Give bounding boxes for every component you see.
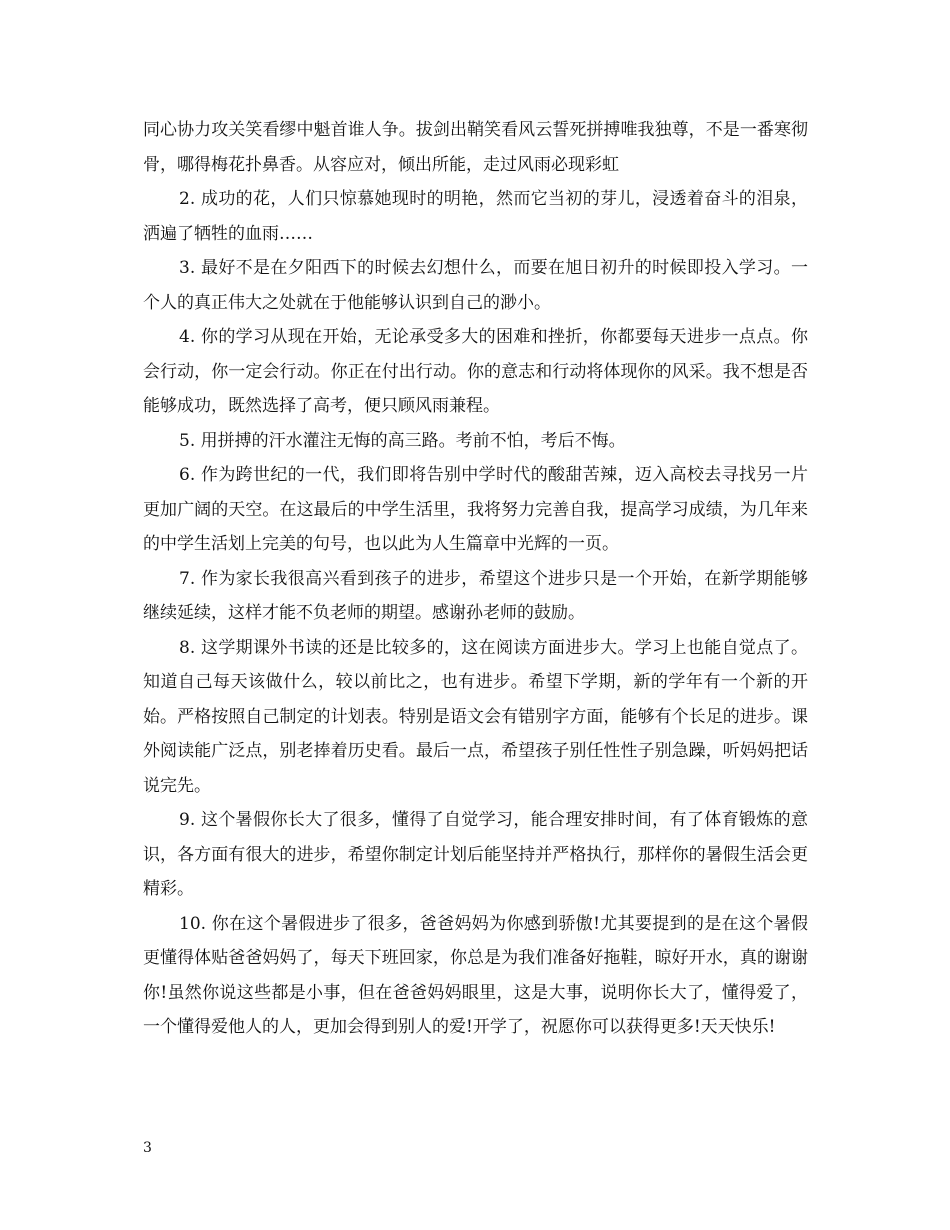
document-body bbox=[143, 113, 808, 1045]
paragraph-item-3: 3. 最好不是在夕阳西下的时候去幻想什么，而要在旭日初升的时候即投入学习。一个人的真正伟大之处就在于他能够认识到自己的渺小。 bbox=[143, 258, 808, 313]
paragraph-item-7: 7. 作为家长我很高兴看到孩子的进步，希望这个进步只是一个开始，在新学期能够继续延续，这样才能不负老师的期望。感谢孙老师的鼓励。 bbox=[143, 568, 808, 623]
paragraph-item-10: 10. 你在这个暑假进步了很多，爸爸妈妈为你感到骄傲!尤其要提到的是在这个暑假更懂得体贴爸爸妈妈了，每天下班回家，你总是为我们准备好拖鞋，晾好开水，真的谢谢你!虽然你说这些都是小事，但在爸爸妈妈眼里，这是大事，说明你长大了，懂得爱了，一个懂得爱他人的人，更加会得到别人的爱!开学了，祝愿你可以获得更多!天天快乐! bbox=[143, 913, 808, 1037]
page-number: 3 bbox=[143, 1140, 152, 1156]
paragraph-item-9: 9. 这个暑假你长大了很多，懂得了自觉学习，能合理安排时间，有了体育锻炼的意识，各方面有很大的进步，希望你制定计划后能坚持并严格执行，那样你的暑假生活会更精彩。 bbox=[143, 810, 808, 899]
paragraph-item-2: 2. 成功的花，人们只惊慕她现时的明艳，然而它当初的芽儿，浸透着奋斗的泪泉，洒遍了牺牲的血雨…… bbox=[143, 189, 808, 244]
paragraph-item-6: 6. 作为跨世纪的一代，我们即将告别中学时代的酸甜苦辣，迈入高校去寻找另一片更加广阔的天空。在这最后的中学生活里，我将努力完善自我，提高学习成绩，为几年来的中学生活划上完美的句号，也以此为人生篇章中光辉的一页。 bbox=[143, 465, 808, 554]
paragraph-item-4: 4. 你的学习从现在开始，无论承受多大的困难和挫折，你都要每天进步一点点。你会行动，你一定会行动。你正在付出行动。你的意志和行动将体现你的风采。我不想是否能够成功，既然选择了高考，便只顾风雨兼程。 bbox=[143, 327, 808, 416]
paragraph-item-8: 8. 这学期课外书读的还是比较多的，这在阅读方面进步大。学习上也能自觉点了。知道自己每天该做什么，较以前比之，也有进步。希望下学期，新的学年有一个新的开始。严格按照自己制定的计划表。特别是语文会有错别字方面，能够有个长足的进步。课外阅读能广泛点，别老捧着历史看。最后一点，希望孩子别任性性子别急躁，听妈妈把话说完先。 bbox=[143, 637, 808, 796]
paragraph-item-5: 5. 用拼搏的汗水灌注无悔的高三路。考前不怕，考后不悔。 bbox=[179, 430, 626, 451]
paragraph-continuation: 同心协力攻关笑看缪中魁首谁人争。拔剑出鞘笑看风云誓死拼搏唯我独尊，不是一番寒彻骨，哪得梅花扑鼻香。从容应对，倾出所能，走过风雨必现彩虹 bbox=[143, 120, 808, 175]
